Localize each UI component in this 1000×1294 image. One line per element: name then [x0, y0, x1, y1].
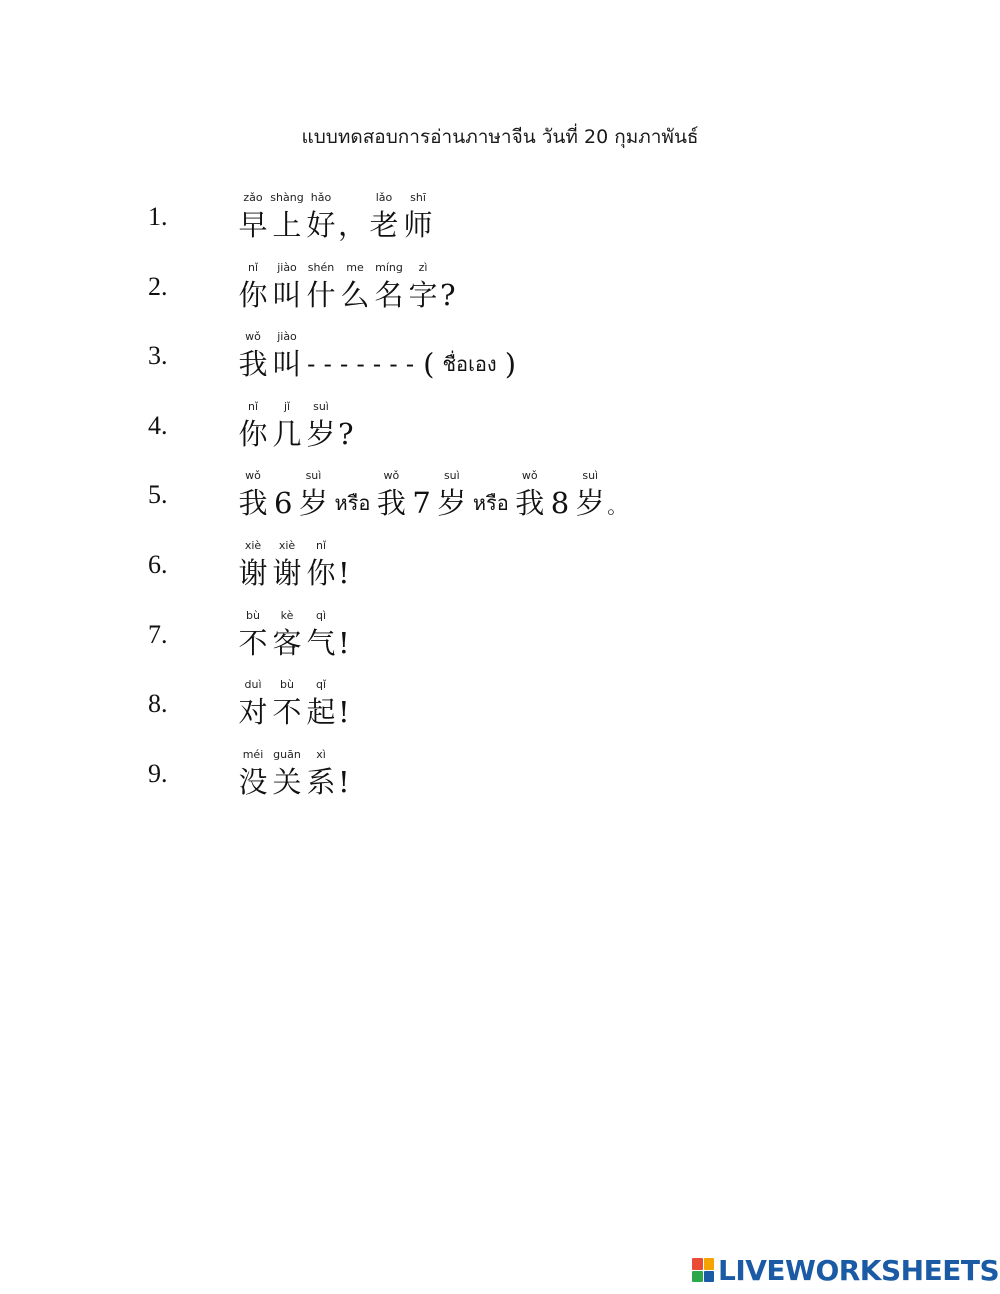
- item-number: 2.: [148, 272, 168, 301]
- hanzi-with-pinyin: [236, 608, 270, 662]
- hanzi: 老: [369, 208, 399, 242]
- pinyin: jǐ: [283, 400, 291, 413]
- text-segment: [408, 468, 434, 522]
- pinyin: xiè: [244, 539, 262, 552]
- hanzi: 好: [306, 208, 336, 242]
- hanzi-with-pinyin: [236, 260, 270, 314]
- liveworksheets-logo[interactable]: [692, 1252, 999, 1288]
- segment-text: หรือ: [472, 491, 509, 515]
- hanzi: 客: [272, 626, 302, 660]
- sentence-item: [0, 741, 1000, 801]
- hanzi: 你: [306, 556, 336, 590]
- liveworksheets-logo-icon: [692, 1258, 714, 1282]
- logo-text: LIVEWORKSHEETS: [718, 1253, 1000, 1287]
- sentence-item: [0, 184, 1000, 244]
- hanzi: 谢: [272, 556, 302, 590]
- hanzi-with-pinyin: [270, 190, 304, 244]
- sentence-line: [236, 671, 350, 731]
- hanzi: 起: [306, 695, 336, 729]
- hanzi-with-pinyin: [367, 190, 401, 244]
- pinyin: bù: [246, 609, 260, 622]
- pinyin: bù: [280, 678, 294, 691]
- hanzi: 我: [376, 486, 406, 520]
- pinyin: wǒ: [521, 469, 538, 482]
- pinyin: suì: [443, 469, 460, 482]
- hanzi: 岁: [298, 486, 328, 520]
- text-segment: [330, 468, 374, 522]
- logo-square-blue: [704, 1271, 715, 1283]
- pinyin: wǒ: [383, 469, 400, 482]
- text-segment: [607, 474, 627, 522]
- hanzi-with-pinyin: [236, 468, 270, 522]
- segment-text: !: [338, 556, 350, 590]
- sentence-line: [236, 741, 350, 801]
- text-segment: [419, 329, 438, 383]
- pinyin: zǎo: [243, 191, 263, 204]
- hanzi-with-pinyin: [270, 329, 304, 383]
- pinyin: jiào: [277, 330, 297, 343]
- hanzi-with-pinyin: [304, 260, 338, 314]
- hanzi-with-pinyin: [304, 399, 338, 453]
- hanzi: 不: [238, 626, 268, 660]
- pinyin: suì: [582, 469, 599, 482]
- hanzi-with-pinyin: [236, 538, 270, 592]
- hanzi-with-pinyin: [374, 468, 408, 522]
- item-number: 7.: [148, 620, 168, 649]
- pinyin: me: [346, 261, 364, 274]
- sentence-line: [236, 462, 627, 522]
- pinyin: guān: [273, 748, 301, 761]
- hanzi-with-pinyin: [304, 190, 338, 244]
- hanzi-with-pinyin: [304, 608, 338, 662]
- sentence-item: [0, 671, 1000, 731]
- hanzi: 岁: [306, 417, 336, 451]
- hanzi-with-pinyin: [435, 468, 469, 522]
- segment-text: ?: [440, 278, 456, 312]
- text-segment: [338, 677, 350, 731]
- hanzi: 系: [306, 765, 336, 799]
- hanzi-with-pinyin: [270, 747, 304, 801]
- segment-text: !: [338, 765, 350, 799]
- sentence-line: [236, 254, 456, 314]
- text-segment: [501, 329, 520, 383]
- text-segment: [338, 538, 350, 592]
- logo-square-red: [692, 1258, 703, 1270]
- sentence-line: [236, 602, 350, 662]
- hanzi-with-pinyin: [236, 399, 270, 453]
- pinyin: suì: [313, 400, 329, 413]
- hanzi-with-pinyin: [270, 538, 304, 592]
- segment-text: (: [423, 347, 435, 381]
- item-number: 8.: [148, 689, 168, 718]
- pinyin: méi: [242, 748, 264, 761]
- sentence-line: [236, 393, 354, 453]
- hanzi-with-pinyin: [372, 260, 406, 314]
- hanzi-with-pinyin: [236, 747, 270, 801]
- hanzi-with-pinyin: [270, 608, 304, 662]
- hanzi: 不: [272, 695, 302, 729]
- segment-text: -------: [304, 350, 420, 378]
- segment-text: !: [338, 695, 350, 729]
- item-number: 4.: [148, 411, 168, 440]
- pinyin: shī: [410, 191, 426, 204]
- sentence-item: [0, 462, 1000, 522]
- worksheet-title: แบบทดสอบการอ่านภาษาจีน วันที่ 20 กุมภาพันธ์: [301, 126, 699, 148]
- hanzi: 么: [340, 278, 370, 312]
- hanzi: 叫: [272, 347, 302, 381]
- pinyin: wǒ: [245, 330, 261, 343]
- hanzi-with-pinyin: [573, 468, 607, 522]
- hanzi: 谢: [238, 556, 268, 590]
- sentence-line: [236, 532, 350, 592]
- pinyin: wǒ: [245, 469, 261, 482]
- text-segment: [338, 190, 367, 244]
- hanzi-with-pinyin: [236, 190, 270, 244]
- segment-text: 6: [274, 486, 293, 520]
- hanzi-with-pinyin: [406, 260, 440, 314]
- hanzi: 几: [272, 417, 302, 451]
- segment-text: 。: [607, 494, 628, 518]
- pinyin: kè: [280, 609, 294, 622]
- text-segment: [304, 329, 419, 383]
- item-number: 5.: [148, 480, 168, 509]
- text-segment: [338, 747, 350, 801]
- sentence-item: [0, 393, 1000, 453]
- pinyin: qì: [315, 609, 327, 622]
- hanzi-with-pinyin: [513, 468, 547, 522]
- pinyin: hǎo: [310, 191, 332, 204]
- hanzi-with-pinyin: [270, 260, 304, 314]
- item-number: 1.: [148, 202, 168, 231]
- sentence-item: [0, 602, 1000, 662]
- sentence-line: [236, 184, 435, 244]
- text-segment: [438, 329, 500, 383]
- hanzi-with-pinyin: [338, 260, 372, 314]
- segment-text: ชื่อเอง: [442, 352, 497, 376]
- hanzi-with-pinyin: [401, 190, 435, 244]
- item-number: 9.: [148, 759, 168, 788]
- pinyin: xì: [316, 748, 326, 761]
- hanzi: 名: [374, 278, 404, 312]
- hanzi: 岁: [575, 486, 605, 520]
- pinyin: jiào: [277, 261, 297, 274]
- hanzi: 早: [238, 208, 268, 242]
- hanzi: 岁: [437, 486, 467, 520]
- hanzi: 关: [272, 765, 302, 799]
- hanzi-with-pinyin: [304, 538, 338, 592]
- pinyin: zì: [418, 261, 428, 274]
- item-number: 6.: [148, 550, 168, 579]
- segment-text: 7: [412, 486, 431, 520]
- segment-text: หรือ: [334, 491, 371, 515]
- logo-square-green: [692, 1271, 703, 1283]
- hanzi-with-pinyin: [270, 677, 304, 731]
- segment-text: ?: [338, 417, 354, 451]
- hanzi: 没: [238, 765, 268, 799]
- pinyin: duì: [244, 678, 262, 691]
- text-segment: [469, 468, 513, 522]
- hanzi-with-pinyin: [304, 747, 338, 801]
- text-segment: [338, 399, 354, 453]
- pinyin: shàng: [270, 191, 304, 204]
- hanzi: 你: [238, 417, 268, 451]
- hanzi-with-pinyin: [304, 677, 338, 731]
- pinyin: nǐ: [315, 539, 327, 552]
- segment-text: ): [504, 347, 517, 381]
- sentence-item: [0, 254, 1000, 314]
- pinyin: míng: [375, 261, 403, 274]
- pinyin: xiè: [278, 539, 296, 552]
- text-segment: [547, 468, 573, 522]
- text-segment: [270, 468, 296, 522]
- pinyin: nǐ: [247, 261, 259, 274]
- hanzi: 什: [306, 278, 336, 312]
- hanzi-with-pinyin: [236, 329, 270, 383]
- item-number: 3.: [148, 341, 168, 370]
- pinyin: qǐ: [315, 678, 327, 691]
- pinyin: suì: [305, 469, 322, 482]
- segment-text: !: [338, 626, 350, 660]
- hanzi: 叫: [272, 278, 302, 312]
- pinyin: shén: [307, 261, 335, 274]
- segment-text: 8: [550, 486, 570, 520]
- hanzi: 上: [272, 208, 302, 242]
- hanzi: 我: [238, 347, 268, 381]
- segment-text: ，: [338, 208, 368, 242]
- hanzi-with-pinyin: [270, 399, 304, 453]
- hanzi: 我: [515, 486, 545, 520]
- sentence-item: [0, 323, 1000, 383]
- sentence-line: [236, 323, 520, 383]
- text-segment: [338, 608, 350, 662]
- sentence-item: [0, 532, 1000, 592]
- pinyin: lǎo: [375, 191, 393, 204]
- pinyin: nǐ: [247, 400, 259, 413]
- hanzi: 你: [238, 278, 268, 312]
- hanzi: 气: [306, 626, 336, 660]
- hanzi-with-pinyin: [296, 468, 330, 522]
- hanzi-with-pinyin: [236, 677, 270, 731]
- text-segment: [440, 260, 456, 314]
- hanzi: 对: [238, 695, 268, 729]
- hanzi: 师: [403, 208, 433, 242]
- logo-square-yellow: [704, 1258, 715, 1270]
- hanzi: 字: [408, 278, 438, 312]
- hanzi: 我: [238, 486, 268, 520]
